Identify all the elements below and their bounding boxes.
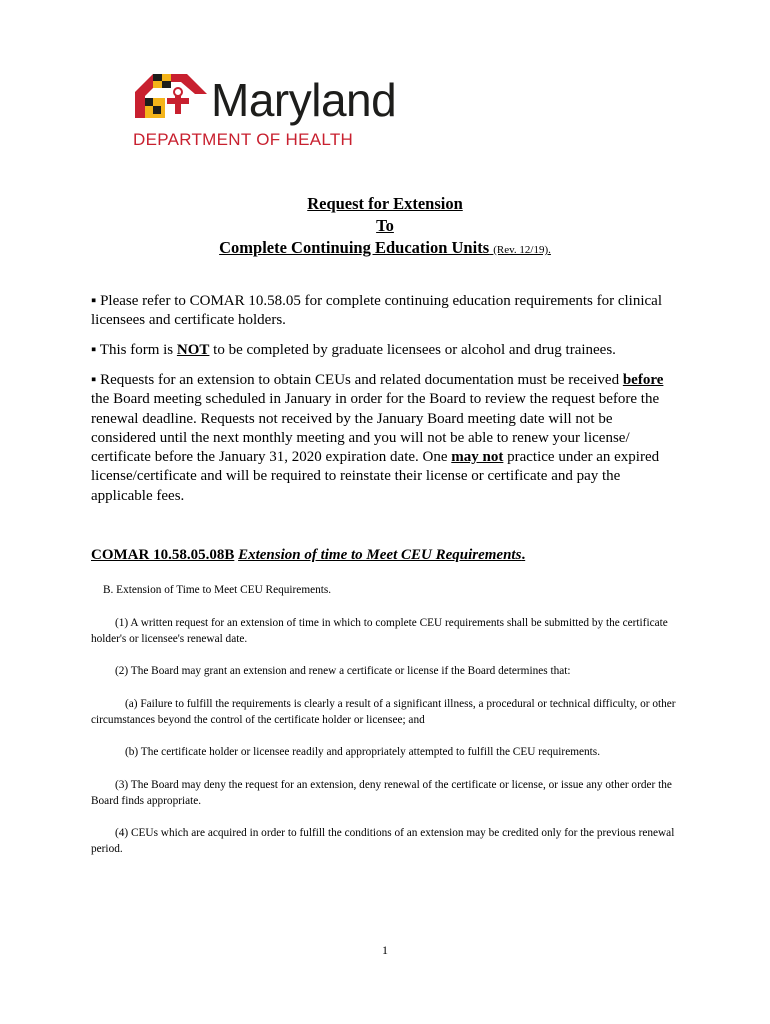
comar-heading-title: Extension of time to Meet CEU Requirements bbox=[238, 547, 522, 563]
title-line-1: Request for Extension bbox=[307, 194, 463, 213]
p2-emphasis: NOT bbox=[176, 342, 210, 358]
maryland-health-logo bbox=[131, 68, 431, 152]
comar-item-4 bbox=[91, 825, 691, 857]
logo-department: DEPARTMENT OF HEALTH bbox=[133, 130, 354, 149]
paragraph-comar-reference: ▪ Please refer to COMAR 10.58.05 for complete continuing education requirements for clinical licensees and certificate holders. bbox=[91, 293, 662, 329]
p3-emphasis-may-not: may not bbox=[451, 449, 504, 466]
title-line-3 bbox=[0, 237, 770, 261]
comar-item-2 bbox=[91, 663, 691, 679]
p3-text-a: ▪ Requests for an extension to obtain CEUs and related documentation must be received bbox=[91, 372, 623, 388]
paragraph-not-applicable bbox=[91, 341, 681, 360]
title-line-2: To bbox=[376, 216, 394, 235]
p3-text-c: practice under an expired license/certificate and will be required to reinstate their license or certificate and pay the applicable fees. bbox=[91, 449, 660, 504]
maryland-flag-logo-icon bbox=[131, 68, 211, 124]
comar-item-1-text: (1) A written request for an extension of time in which to complete CEU requirements shall be submitted by the certificate holder's or licensee's renewal date. bbox=[91, 617, 668, 645]
comar-item-4-text: (4) CEUs which are acquired in order to fulfill the conditions of an extension may be credited only for the previous renewal period. bbox=[91, 827, 675, 855]
comar-heading bbox=[91, 545, 525, 565]
comar-item-2-text: (2) The Board may grant an extension and renew a certificate or license if the Board determines that: bbox=[115, 665, 571, 677]
p3-text-b: the Board meeting scheduled in January in order for the Board to review the request before the renewal deadline. Requests not received by the January Board meeting date will not be considered until the next monthly meeting and you will not be able to renew your license/ certificate before the January 31, 2020 expiration date. One bbox=[91, 391, 660, 466]
comar-section-b: B. Extension of Time to Meet CEU Requirements. bbox=[103, 584, 332, 596]
revision-note: (Rev. 12/19). bbox=[493, 244, 551, 256]
comar-heading-code: COMAR 10.58.05.08B bbox=[91, 547, 235, 563]
comar-heading-end: . bbox=[521, 547, 526, 563]
comar-item-2b bbox=[91, 744, 691, 760]
comar-item-1 bbox=[91, 615, 691, 647]
comar-item-3-text: (3) The Board may deny the request for an extension, deny renewal of the certificate or license, or issue any other order the Board finds appropriate. bbox=[91, 779, 672, 807]
title-main: Complete Continuing Education Units bbox=[219, 238, 490, 257]
p3-emphasis-before: before bbox=[622, 372, 664, 388]
comar-item-2a-text: (a) Failure to fulfill the requirements is clearly a result of a significant illness, a procedural or technical difficulty, or other circumstances beyond the control of the certificate holder or licensee; and bbox=[91, 698, 676, 726]
comar-item-2a bbox=[91, 696, 691, 728]
comar-item-3 bbox=[91, 777, 691, 809]
page-number: 1 bbox=[382, 943, 388, 957]
paragraph-deadline bbox=[91, 371, 681, 506]
p2-text-a: ▪ This form is bbox=[91, 342, 177, 358]
comar-item-2b-text: (b) The certificate holder or licensee readily and appropriately attempted to fulfill the CEU requirements. bbox=[125, 746, 601, 758]
logo-wordmark: Maryland bbox=[211, 74, 397, 126]
p2-text-b: to be completed by graduate licensees or alcohol and drug trainees. bbox=[209, 342, 616, 358]
